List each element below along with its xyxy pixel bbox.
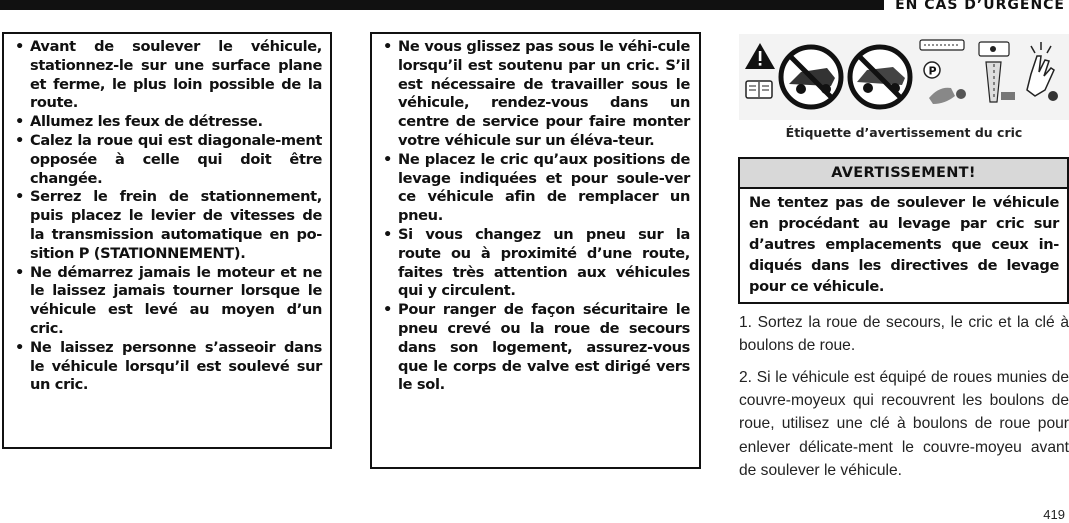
list-item: • Ne laissez personne s’asseoir dans le véhicule lorsqu’il est soulevé sur un cric.	[15, 338, 322, 394]
list-item: • Ne vous glissez pas sous le véhi-cule lorsqu’il est soutenu par un cric. S’il est nécessaire de travailler sous le véhicule, rendez-vous dans un centre de service pour faire monter votre véhicule sur un éléva-teur.	[383, 38, 690, 149]
svg-text:P: P	[928, 64, 937, 78]
list-item: • Si vous changez un pneu sur la route ou à proximité d’une route, faites très attention aux véhicules qui y circulent.	[383, 225, 690, 300]
list-item: • Ne démarrez jamais le moteur et ne le laissez jamais tourner lorsque le véhicule est levé au moyen d’un cric.	[15, 263, 322, 337]
no-car-on-jack-icon	[850, 47, 910, 107]
list-item: • Ne placez le cric qu’aux positions de levage indiquées et pour soule-ver ce véhicule afin de remplacer un pneu.	[383, 150, 690, 225]
warning-title: AVERTISSEMENT!	[740, 159, 1067, 189]
step-paragraph: 2. Si le véhicule est équipé de roues munies de couvre-moyeux qui recouvrent les boulons de roue, utilisez une clé à boulons de roue pour enlever délicate-ment le couvre-moyeu avant de soulever le véhicule.	[739, 369, 1069, 479]
safety-box-left	[2, 32, 332, 449]
list-item: • Avant de soulever le véhicule, stationnez-le sur une surface plane et ferme, le plus loin possible de la route.	[15, 38, 322, 112]
no-crawl-under-icon	[781, 47, 841, 107]
list-item: • Allumez les feux de détresse.	[15, 113, 263, 131]
jack-warning-label-image	[739, 34, 1069, 120]
warning-box	[738, 157, 1069, 304]
warning-body: Ne tentez pas de soulever le véhicule en procédant au levage par cric sur d’autres emplacements que ceux in-diqués dans les directives de levage pour ce véhicule.	[749, 194, 1059, 295]
list-item: • Pour ranger de façon sécuritaire le pneu crevé ou la roue de secours dans son logement, assurez-vous que le corps de valve est dirigé vers le sol.	[383, 301, 690, 394]
list-item: • Calez la roue qui est diagonale-ment opposée à celle qui doit être changée.	[15, 131, 322, 187]
list-item: • Serrez le frein de stationnement, puis placez le levier de vitesses de la transmission automatique en po-sition P (STATIONNEMENT).	[15, 188, 322, 262]
figure-caption: Étiquette d’avertissement du cric	[785, 125, 1023, 140]
safety-box-middle	[370, 32, 701, 469]
header-bar	[0, 0, 884, 10]
step-paragraph: 1. Sortez la roue de secours, le cric et la clé à boulons de roue.	[739, 314, 1069, 355]
page-number: 419	[1043, 507, 1065, 522]
manual-book-icon	[746, 81, 772, 98]
section-title: EN CAS D’URGENCE	[895, 0, 1065, 13]
